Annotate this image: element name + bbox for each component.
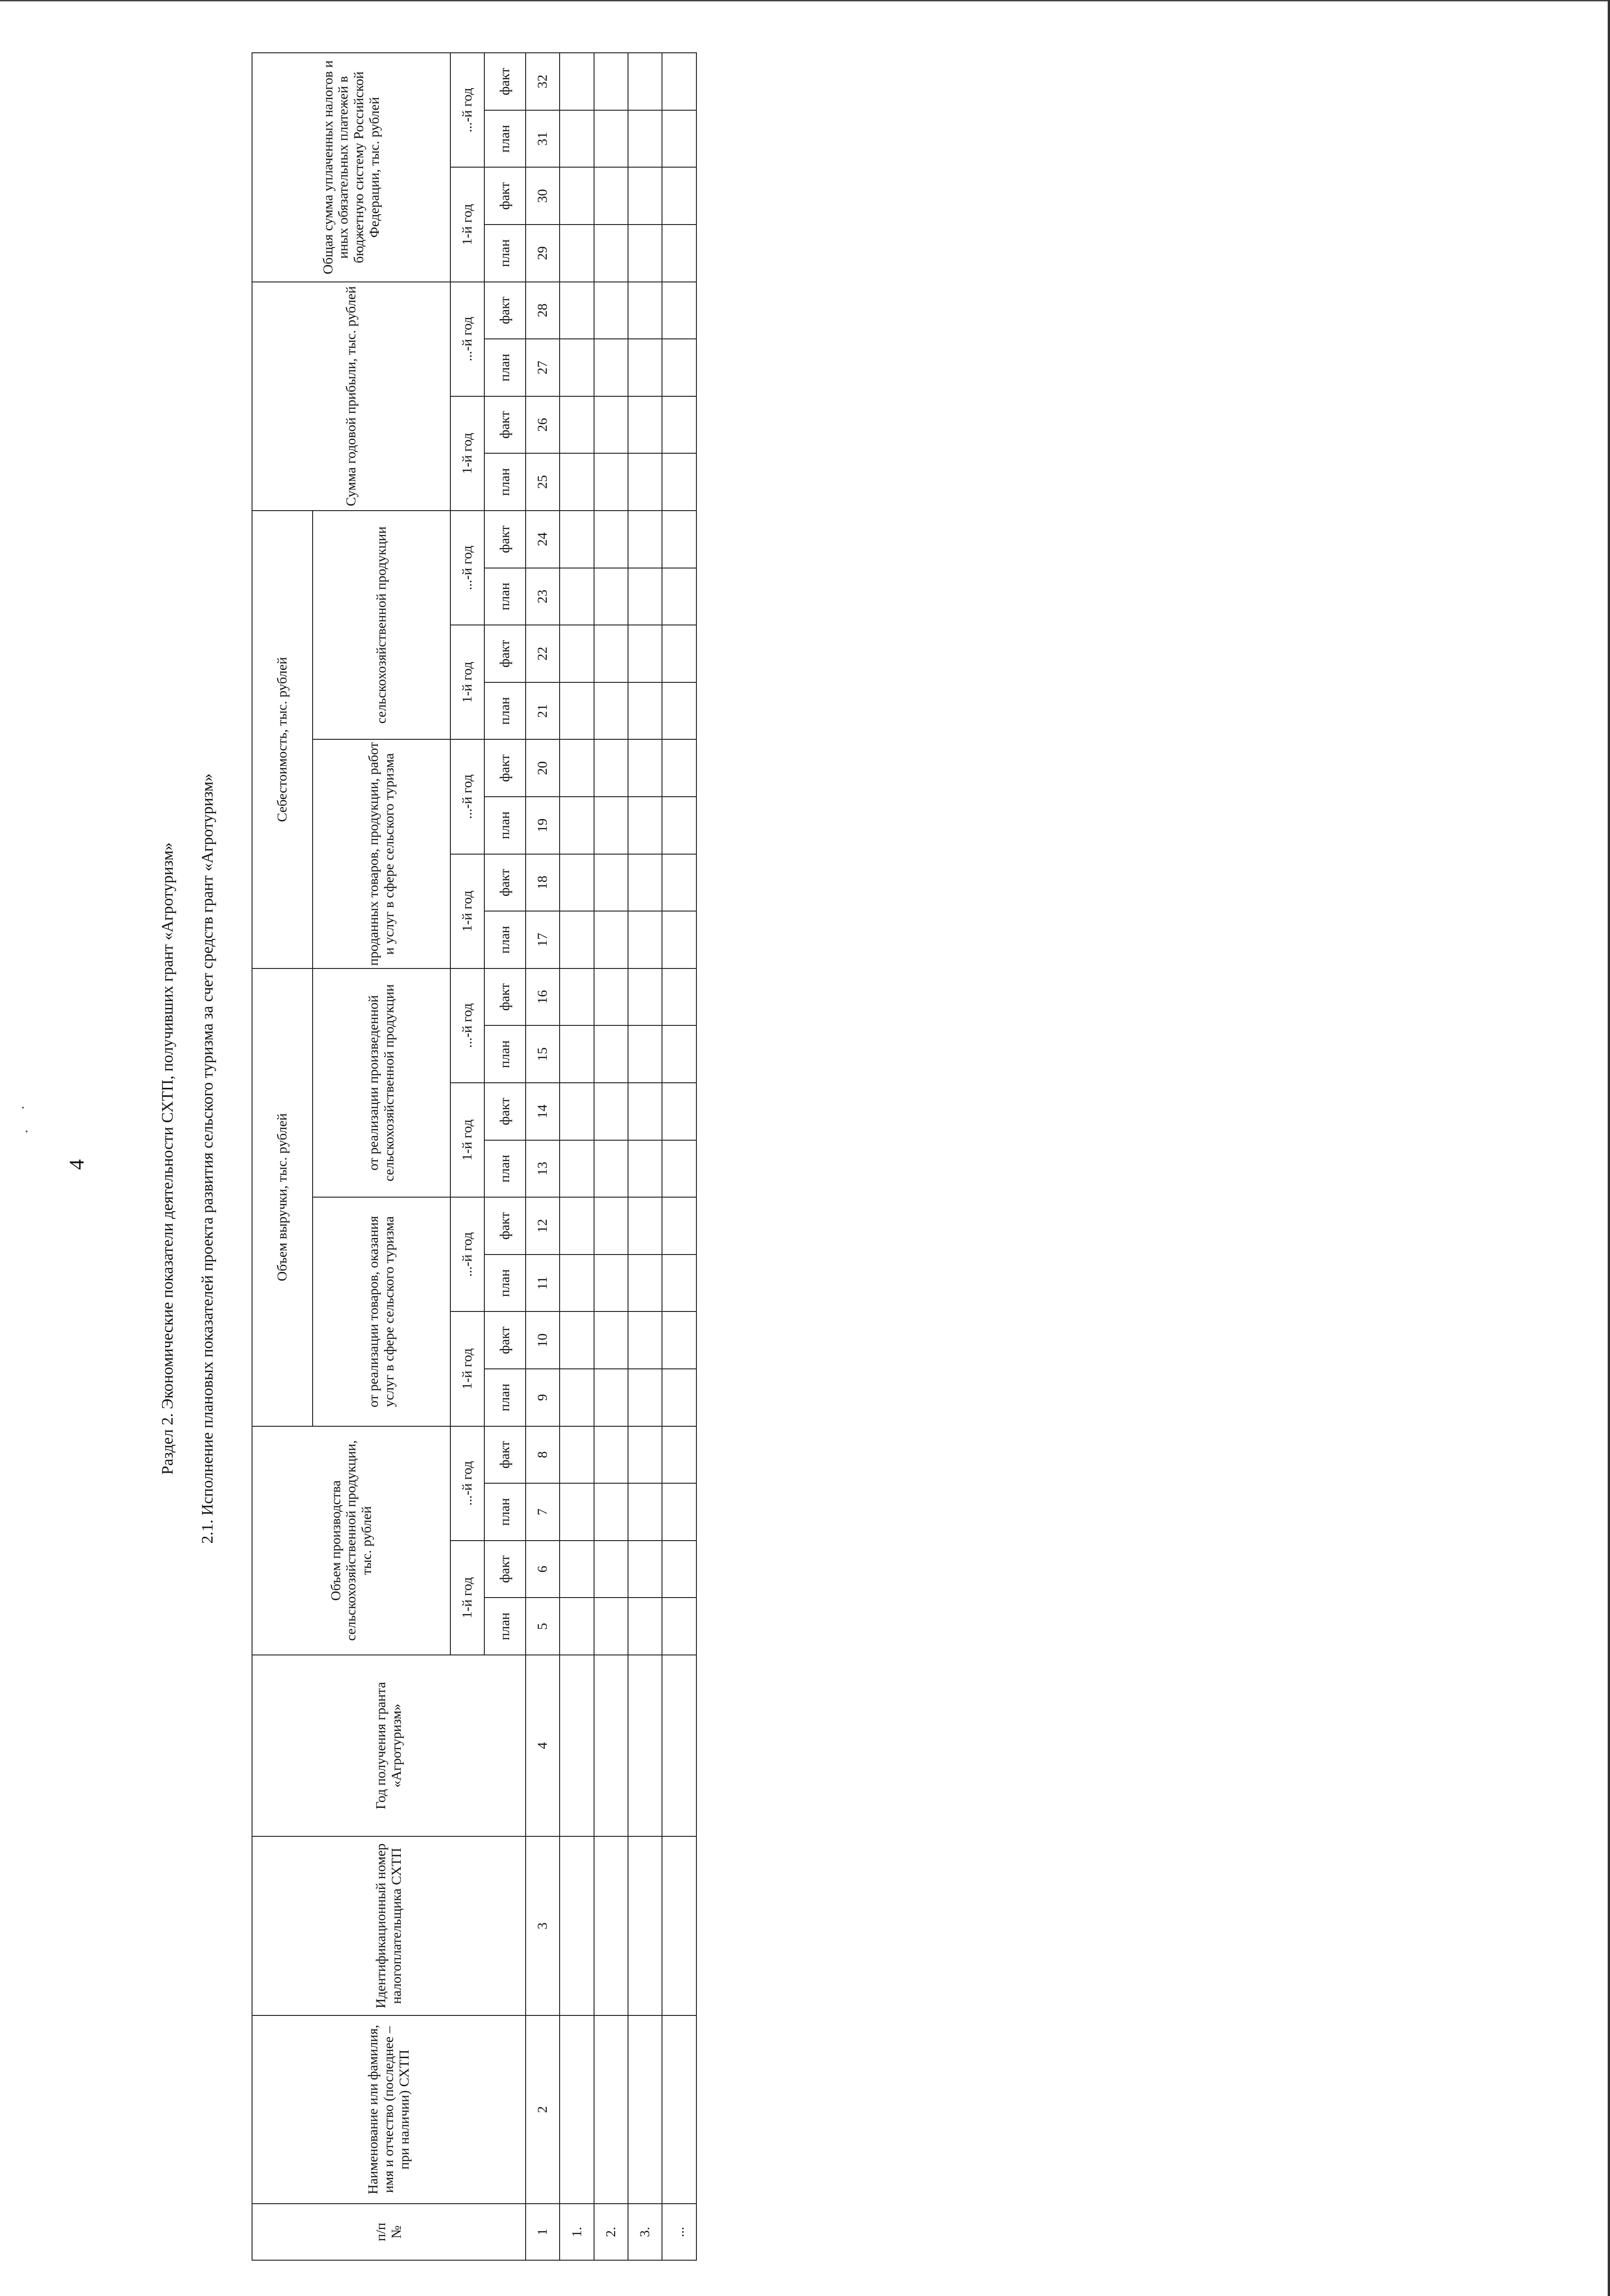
table-row — [560, 53, 594, 2260]
empty-cell — [628, 110, 662, 168]
column-number: 20 — [526, 739, 560, 797]
empty-cell — [560, 854, 594, 912]
table-row — [628, 53, 662, 2260]
empty-cell — [594, 739, 628, 797]
empty-cell — [628, 1541, 662, 1598]
column-number: 1 — [526, 2204, 560, 2260]
empty-cell — [560, 110, 594, 168]
performance-table — [252, 52, 697, 2261]
subheader-revenue-tourism: от реализации товаров, оказания услуг в сфере сельского туризма — [313, 1197, 450, 1426]
column-number: 19 — [526, 797, 560, 854]
empty-cell — [594, 2015, 628, 2204]
empty-cell — [594, 911, 628, 968]
plan-label: план — [484, 339, 525, 396]
empty-cell — [560, 1197, 594, 1255]
empty-cell — [594, 1541, 628, 1598]
row-number: 3. — [628, 2204, 662, 2260]
year-label: ...-й год — [450, 282, 484, 396]
column-number: 21 — [526, 682, 560, 740]
empty-cell — [560, 2015, 594, 2204]
column-number: 24 — [526, 511, 560, 568]
empty-cell — [560, 1140, 594, 1198]
column-number-row — [526, 53, 560, 2260]
empty-cell — [628, 339, 662, 396]
subheader-revenue-agri: от реализации произведенной сельскохозяйственной продукции — [313, 968, 450, 1197]
empty-cell — [628, 1483, 662, 1541]
column-number: 14 — [526, 1083, 560, 1140]
empty-cell — [594, 396, 628, 454]
empty-cell — [560, 1655, 594, 1836]
empty-cell — [560, 339, 594, 396]
empty-cell — [594, 511, 628, 568]
empty-cell — [560, 1025, 594, 1083]
fact-label: факт — [484, 854, 525, 912]
empty-cell — [560, 53, 594, 110]
empty-cell — [594, 1311, 628, 1369]
fact-label: факт — [484, 1541, 525, 1598]
empty-cell — [628, 1025, 662, 1083]
empty-cell — [662, 53, 696, 110]
empty-cell — [662, 1598, 696, 1655]
empty-cell — [662, 854, 696, 912]
empty-cell — [560, 911, 594, 968]
empty-cell — [662, 1836, 696, 2015]
year-label: 1-й год — [450, 1311, 484, 1426]
plan-label: план — [484, 1140, 525, 1198]
empty-cell — [628, 568, 662, 625]
row-number: 1. — [560, 2204, 594, 2260]
empty-cell — [662, 1655, 696, 1836]
empty-cell — [662, 1426, 696, 1484]
column-number: 30 — [526, 167, 560, 225]
empty-cell — [594, 1836, 628, 2015]
fact-label: факт — [484, 968, 525, 1026]
empty-cell — [628, 167, 662, 225]
empty-cell — [594, 1255, 628, 1312]
empty-cell — [628, 797, 662, 854]
empty-cell — [662, 1483, 696, 1541]
fact-label: факт — [484, 739, 525, 797]
subsection-title: 2.1. Исполнение плановых показателей проекта развития сельского туризма за счет средств грант «Агротуризм» — [198, 773, 216, 1544]
empty-cell — [594, 1655, 628, 1836]
col-header-grant-year: Год получения гранта «Агротуризм» — [252, 1655, 526, 1836]
empty-cell — [560, 1541, 594, 1598]
fact-label: факт — [484, 396, 525, 454]
column-number: 9 — [526, 1369, 560, 1426]
empty-cell — [628, 1369, 662, 1426]
empty-cell — [662, 282, 696, 339]
year-label: 1-й год — [450, 1541, 484, 1655]
empty-cell — [662, 110, 696, 168]
empty-cell — [594, 1140, 628, 1198]
empty-cell — [662, 1541, 696, 1598]
empty-cell — [594, 339, 628, 396]
plan-label: план — [484, 568, 525, 625]
fact-label: факт — [484, 625, 525, 682]
empty-cell — [662, 1140, 696, 1198]
empty-cell — [662, 1311, 696, 1369]
empty-cell — [628, 1083, 662, 1140]
empty-cell — [662, 568, 696, 625]
empty-cell — [560, 1598, 594, 1655]
empty-cell — [560, 682, 594, 740]
empty-cell — [628, 2015, 662, 2204]
year-label: 1-й год — [450, 854, 484, 968]
empty-cell — [594, 1369, 628, 1426]
column-number: 17 — [526, 911, 560, 968]
year-label: 1-й год — [450, 396, 484, 511]
empty-cell — [628, 739, 662, 797]
empty-cell — [560, 1255, 594, 1312]
empty-cell — [594, 1083, 628, 1140]
page-number: 4 — [65, 1159, 88, 1170]
empty-cell — [662, 625, 696, 682]
table-row — [594, 53, 628, 2260]
fact-label: факт — [484, 1311, 525, 1369]
empty-cell — [662, 1255, 696, 1312]
fact-label: факт — [484, 282, 525, 339]
column-number: 6 — [526, 1541, 560, 1598]
plan-label: план — [484, 911, 525, 968]
empty-cell — [628, 1655, 662, 1836]
empty-cell — [628, 682, 662, 740]
plan-label: план — [484, 797, 525, 854]
empty-cell — [628, 225, 662, 282]
plan-label: план — [484, 1369, 525, 1426]
empty-cell — [560, 568, 594, 625]
empty-cell — [594, 854, 628, 912]
row-number: 2. — [594, 2204, 628, 2260]
empty-cell — [662, 2015, 696, 2204]
column-number: 5 — [526, 1598, 560, 1655]
empty-cell — [628, 911, 662, 968]
fact-label: факт — [484, 53, 525, 110]
plan-label: план — [484, 453, 525, 511]
col-header-number: п/п № — [252, 2204, 526, 2260]
group-header-cost: Себестоимость, тыс. рублей — [252, 511, 313, 968]
column-number: 15 — [526, 1025, 560, 1083]
fact-label: факт — [484, 1426, 525, 1484]
empty-cell — [560, 396, 594, 454]
fact-label: факт — [484, 1197, 525, 1255]
empty-cell — [662, 739, 696, 797]
column-number: 3 — [526, 1836, 560, 2015]
empty-cell — [594, 568, 628, 625]
empty-cell — [662, 1083, 696, 1140]
empty-cell — [560, 968, 594, 1026]
empty-cell — [560, 225, 594, 282]
col-header-name: Наименование или фамилия, имя и отчество (последнее – при наличии) СХТП — [252, 2015, 526, 2204]
column-number: 13 — [526, 1140, 560, 1198]
year-label: ...-й год — [450, 968, 484, 1083]
empty-cell — [628, 396, 662, 454]
empty-cell — [628, 1836, 662, 2015]
empty-cell — [628, 1197, 662, 1255]
col-header-inn: Идентификационный номер налогоплательщика СХТП — [252, 1836, 526, 2015]
empty-cell — [662, 911, 696, 968]
subheader-cost-tourism: проданных товаров, продукции, работ и услуг в сфере сельского туризма — [313, 739, 450, 968]
empty-cell — [628, 1598, 662, 1655]
empty-cell — [662, 339, 696, 396]
empty-cell — [662, 1025, 696, 1083]
empty-cell — [628, 1255, 662, 1312]
empty-cell — [662, 511, 696, 568]
empty-cell — [594, 625, 628, 682]
column-number: 29 — [526, 225, 560, 282]
empty-cell — [628, 511, 662, 568]
column-number: 31 — [526, 110, 560, 168]
empty-cell — [628, 854, 662, 912]
plan-label: план — [484, 1025, 525, 1083]
empty-cell — [560, 1836, 594, 2015]
subheader-cost-agri: сельскохозяйственной продукции — [313, 511, 450, 739]
row-number: ... — [662, 2204, 696, 2260]
empty-cell — [662, 167, 696, 225]
empty-cell — [628, 1140, 662, 1198]
empty-cell — [628, 53, 662, 110]
empty-cell — [560, 1426, 594, 1484]
empty-cell — [594, 225, 628, 282]
empty-cell — [594, 1598, 628, 1655]
column-number: 25 — [526, 453, 560, 511]
group-header-taxes: Общая сумма уплаченных налогов и иных обязательных платежей в бюджетную систему Российской Федерации, тыс. рублей — [252, 53, 450, 281]
empty-cell — [594, 797, 628, 854]
empty-cell — [594, 1483, 628, 1541]
header-row-1 — [252, 53, 313, 2260]
empty-cell — [560, 1311, 594, 1369]
empty-cell — [560, 453, 594, 511]
group-header-revenue: Объем выручки, тыс. рублей — [252, 968, 313, 1426]
empty-cell — [628, 968, 662, 1026]
empty-cell — [560, 797, 594, 854]
empty-cell — [662, 1369, 696, 1426]
empty-cell — [662, 225, 696, 282]
year-label: ...-й год — [450, 1426, 484, 1541]
empty-cell — [594, 53, 628, 110]
empty-cell — [560, 1483, 594, 1541]
empty-cell — [560, 1369, 594, 1426]
empty-cell — [594, 282, 628, 339]
empty-cell — [662, 396, 696, 454]
column-number: 16 — [526, 968, 560, 1026]
column-number: 18 — [526, 854, 560, 912]
empty-cell — [628, 453, 662, 511]
group-header-profit: Сумма годовой прибыли, тыс. рублей — [252, 282, 450, 511]
fact-label: факт — [484, 167, 525, 225]
column-number: 7 — [526, 1483, 560, 1541]
plan-label: план — [484, 1483, 525, 1541]
empty-cell — [594, 167, 628, 225]
table-row — [662, 53, 696, 2260]
empty-cell — [560, 1083, 594, 1140]
plan-label: план — [484, 1598, 525, 1655]
empty-cell — [628, 625, 662, 682]
empty-cell — [594, 110, 628, 168]
year-label: ...-й год — [450, 511, 484, 625]
empty-cell — [594, 1426, 628, 1484]
empty-cell — [628, 1311, 662, 1369]
year-label: ...-й год — [450, 739, 484, 854]
fact-label: факт — [484, 1083, 525, 1140]
year-label: ...-й год — [450, 1197, 484, 1311]
empty-cell — [628, 1426, 662, 1484]
year-label: 1-й год — [450, 625, 484, 739]
column-number: 26 — [526, 396, 560, 454]
column-number: 8 — [526, 1426, 560, 1484]
year-label: 1-й год — [450, 167, 484, 281]
column-number: 10 — [526, 1311, 560, 1369]
plan-label: план — [484, 1255, 525, 1312]
plan-label: план — [484, 225, 525, 282]
column-number: 12 — [526, 1197, 560, 1255]
fact-label: факт — [484, 511, 525, 568]
empty-cell — [560, 739, 594, 797]
empty-cell — [594, 1197, 628, 1255]
section-title: Раздел 2. Экономические показатели деятельности СХТП, получивших грант «Агротуризм» — [158, 842, 176, 1475]
empty-cell — [560, 625, 594, 682]
plan-label: план — [484, 110, 525, 168]
column-number: 28 — [526, 282, 560, 339]
column-number: 2 — [526, 2015, 560, 2204]
empty-cell — [560, 511, 594, 568]
empty-cell — [560, 282, 594, 339]
column-number: 27 — [526, 339, 560, 396]
empty-cell — [594, 968, 628, 1026]
plan-label: план — [484, 682, 525, 740]
empty-cell — [594, 1025, 628, 1083]
column-number: 23 — [526, 568, 560, 625]
empty-cell — [662, 1197, 696, 1255]
empty-cell — [662, 797, 696, 854]
empty-cell — [628, 282, 662, 339]
column-number: 11 — [526, 1255, 560, 1312]
column-number: 4 — [526, 1655, 560, 1836]
group-header-production: Объем производства сельскохозяйственной продукции, тыс. рублей — [252, 1426, 450, 1655]
empty-cell — [662, 968, 696, 1026]
empty-cell — [594, 453, 628, 511]
year-label: 1-й год — [450, 1083, 484, 1197]
column-number: 32 — [526, 53, 560, 110]
year-label: ...-й год — [450, 53, 484, 167]
empty-cell — [662, 682, 696, 740]
column-number: 22 — [526, 625, 560, 682]
empty-cell — [560, 167, 594, 225]
empty-cell — [662, 453, 696, 511]
empty-cell — [594, 682, 628, 740]
